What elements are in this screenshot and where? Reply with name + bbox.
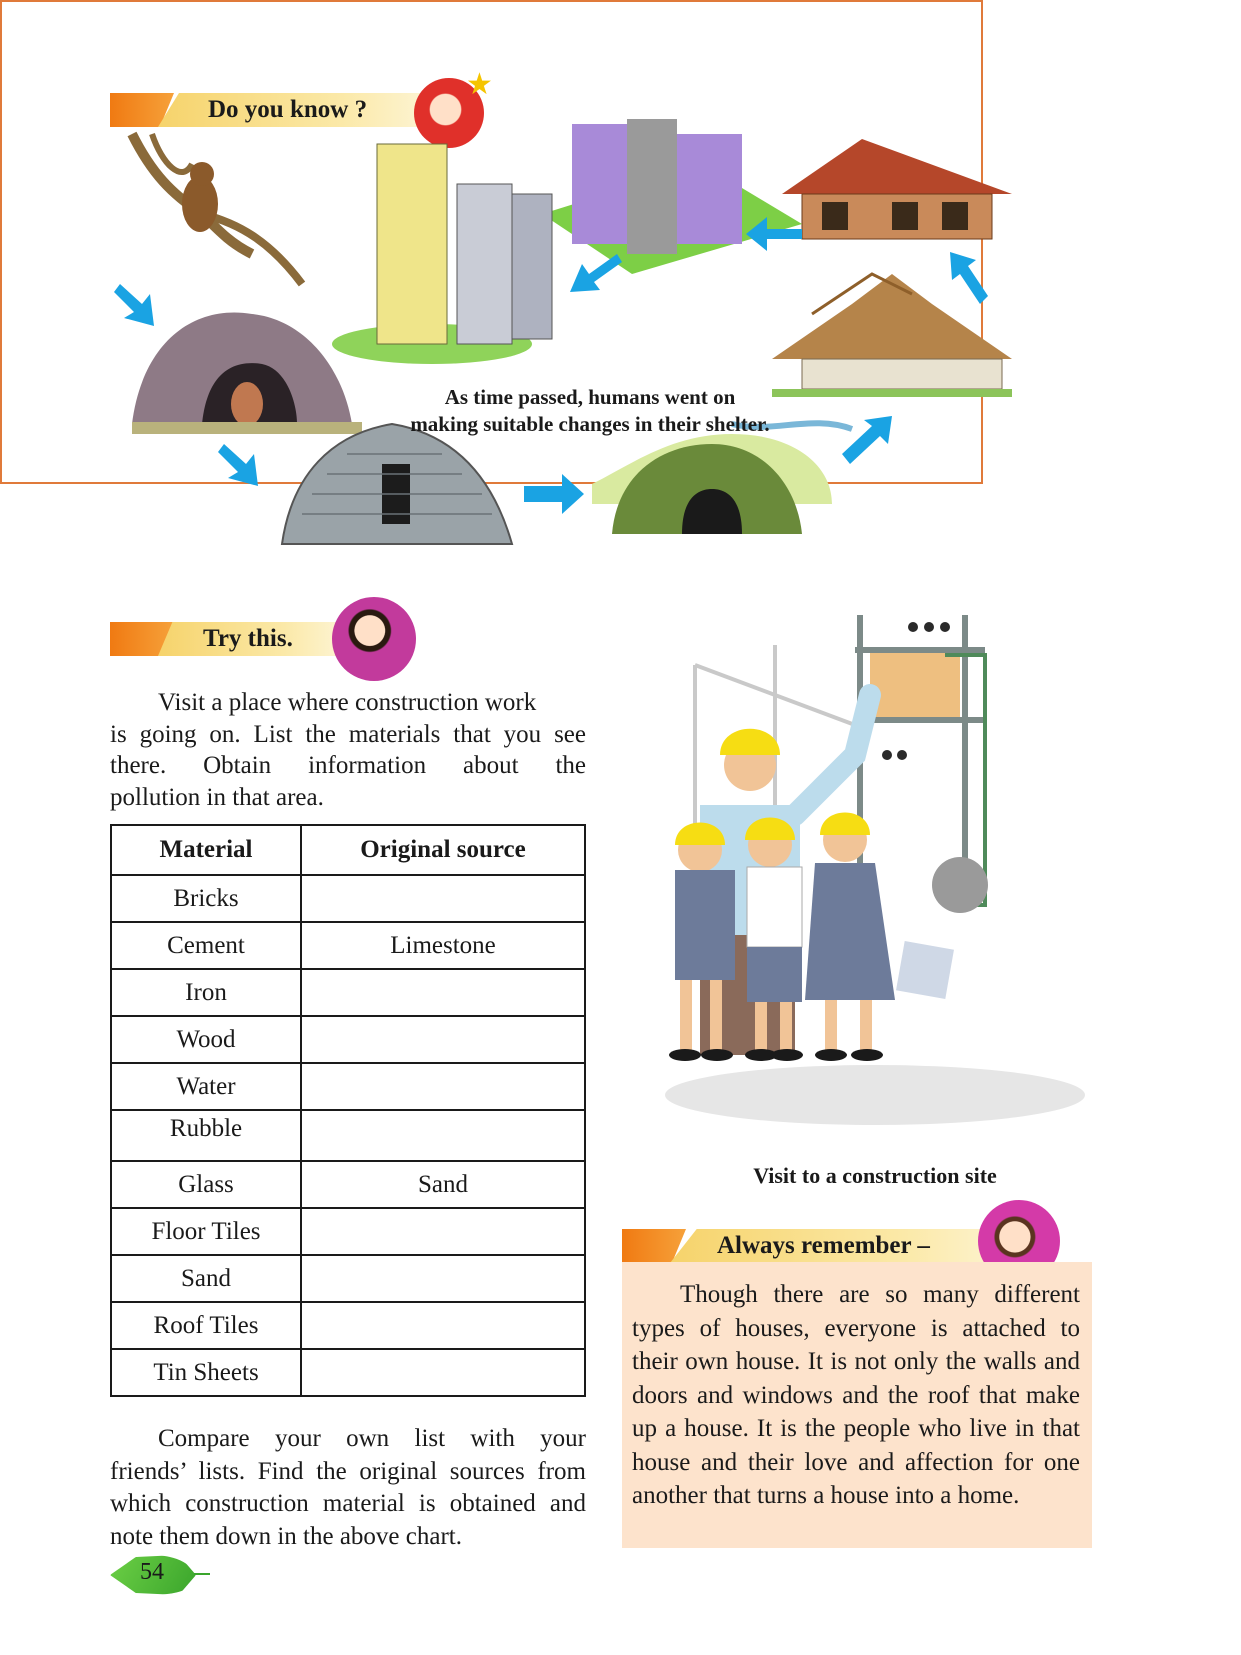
construction-site-caption: Visit to a construction site bbox=[753, 1163, 997, 1188]
table-row bbox=[111, 1016, 585, 1063]
header-original-source: Original source bbox=[301, 825, 585, 875]
star-icon: ★ bbox=[466, 68, 493, 101]
followup-line-3: which construction material is obtained and bbox=[110, 1490, 586, 1517]
followup-line-1: Compare your own list with your bbox=[158, 1425, 586, 1452]
always-remember-banner bbox=[622, 1229, 1004, 1263]
try-this-instruction bbox=[110, 687, 586, 813]
leaf-hut-scene bbox=[592, 423, 852, 534]
material-cell: Water bbox=[111, 1063, 301, 1110]
material-cell: Cement bbox=[111, 922, 301, 969]
always-remember-text: Though there are so many different types of houses, everyone is attached to their own house. It is not only the walls and doors and windows and the roof that make up a house. It is the people who live in that house and their love and affection for one another that turns a house into a home. bbox=[632, 1281, 1080, 1509]
stone-hut-scene bbox=[282, 424, 512, 544]
table-header-row bbox=[111, 825, 585, 875]
instruction-line-1: Visit a place where construction work bbox=[158, 689, 537, 716]
source-cell[interactable]: Sand bbox=[301, 1161, 585, 1208]
caption-line-1: As time passed, humans went on bbox=[444, 385, 736, 409]
construction-site-illustration bbox=[655, 605, 1095, 1145]
source-cell[interactable] bbox=[301, 1349, 585, 1396]
table-row bbox=[111, 1208, 585, 1255]
source-cell[interactable]: Limestone bbox=[301, 922, 585, 969]
caption-line-2: making suitable changes in their shelter. bbox=[410, 412, 770, 436]
table-row bbox=[111, 1161, 585, 1208]
try-this-followup bbox=[110, 1423, 586, 1553]
source-cell[interactable] bbox=[301, 875, 585, 922]
always-remember-title: Always remember – bbox=[717, 1232, 930, 1259]
try-this-title: Try this. bbox=[203, 625, 293, 652]
do-you-know-title: Do you know ? bbox=[208, 96, 368, 123]
table-row bbox=[111, 922, 585, 969]
high-rise-scene bbox=[332, 144, 552, 364]
table-row bbox=[111, 1349, 585, 1396]
material-cell: Bricks bbox=[111, 875, 301, 922]
material-cell: Floor Tiles bbox=[111, 1208, 301, 1255]
instruction-line-3: there. Obtain information about the bbox=[110, 752, 586, 779]
header-material: Material bbox=[111, 825, 301, 875]
source-cell[interactable] bbox=[301, 1255, 585, 1302]
material-cell: Glass bbox=[111, 1161, 301, 1208]
cave-scene bbox=[132, 312, 362, 434]
materials-table bbox=[110, 824, 586, 1397]
page-number: 54 bbox=[140, 1559, 164, 1585]
followup-line-2: friends’ lists. Find the original sources from bbox=[110, 1457, 586, 1485]
apartment-block-scene bbox=[542, 119, 802, 274]
material-cell: Iron bbox=[111, 969, 301, 1016]
material-cell: Rubble bbox=[111, 1110, 301, 1161]
followup-line-4: note them down in the above chart. bbox=[110, 1522, 462, 1550]
source-cell[interactable] bbox=[301, 1063, 585, 1110]
table-row bbox=[111, 1063, 585, 1110]
table-row bbox=[111, 969, 585, 1016]
source-cell[interactable] bbox=[301, 1302, 585, 1349]
material-cell: Wood bbox=[111, 1016, 301, 1063]
source-cell[interactable] bbox=[301, 1208, 585, 1255]
instruction-line-2: is going on. List the materials that you see bbox=[110, 720, 586, 748]
source-cell[interactable] bbox=[301, 1016, 585, 1063]
try-this-banner bbox=[110, 622, 338, 656]
table-row bbox=[111, 1255, 585, 1302]
material-cell: Roof Tiles bbox=[111, 1302, 301, 1349]
tiled-house-scene bbox=[782, 139, 1012, 239]
tree-dweller-scene bbox=[132, 134, 302, 284]
source-cell[interactable] bbox=[301, 1110, 585, 1161]
instruction-line-4: pollution in that area. bbox=[110, 783, 324, 811]
leaf-stem bbox=[194, 1573, 210, 1575]
shelter-evolution-illustration bbox=[112, 104, 1091, 584]
boy-with-cube-icon bbox=[332, 597, 416, 681]
material-cell: Sand bbox=[111, 1255, 301, 1302]
material-cell: Tin Sheets bbox=[111, 1349, 301, 1396]
source-cell[interactable] bbox=[301, 969, 585, 1016]
table-row bbox=[111, 1302, 585, 1349]
table-row bbox=[111, 1110, 585, 1161]
table-row bbox=[111, 875, 585, 922]
do-you-know-caption bbox=[370, 385, 810, 437]
